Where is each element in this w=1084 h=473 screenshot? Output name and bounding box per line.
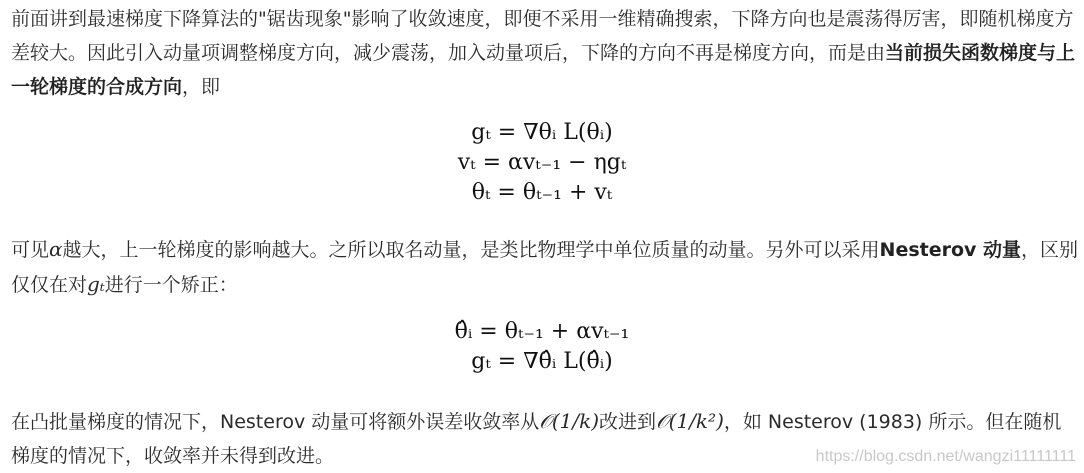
convergence-text-3: ，如 Nesterov (1983) 所示。但在随机梯度的情况下，收敛率并未得到改进。 [11, 411, 1062, 467]
equation-corrected-gradient: gₜ = ∇θ̂ᵢ L(θ̂ᵢ) [471, 349, 613, 374]
nesterov-text-3: ，区别仅仅在对 [11, 239, 1079, 296]
nesterov-text-1: 可见 [11, 239, 50, 261]
equation-theta-hat: θ̂ᵢ = θₜ₋₁ + αvₜ₋₁ [454, 319, 630, 344]
g-t-symbol: gₜ [87, 272, 105, 296]
equation-gradient: gₜ = ∇θᵢ L(θᵢ) [471, 120, 613, 145]
convergence-text-1: 在凸批量梯度的情况下，Nesterov 动量可将额外误差收敛率从 [11, 411, 540, 433]
paragraph-momentum-intro [11, 2, 1079, 104]
rate-before: 𝒪(1/k) [539, 409, 600, 433]
momentum-equations [0, 118, 1084, 208]
nesterov-equations [0, 317, 1084, 377]
alpha-symbol: α [49, 237, 63, 261]
intro-bold-text: 当前损失函数梯度与上一轮梯度的合成方向 [11, 42, 1076, 98]
convergence-text-2: 改进到 [599, 411, 657, 433]
nesterov-text-2: 越大，上一轮梯度的影响越大。之所以取名动量，是类比物理学中单位质量的动量。另外可以采用 [62, 239, 880, 261]
csdn-watermark: https://blog.csdn.net/wangzi11111111 [815, 448, 1076, 465]
rate-after: 𝒪(1/k²) [656, 409, 724, 433]
intro-text: 前面讲到最速梯度下降算法的"锯齿现象"影响了收敛速度，即便不采用一维精确搜索，下降方向也是震荡得厉害，即随机梯度方差较大。因此引入动量项调整梯度方向，减少震荡，加入动量项后，下降的方向不再是梯度方向，而是由 [11, 8, 1074, 64]
intro-suffix: ，即 [182, 76, 221, 98]
equation-velocity: vₜ = αvₜ₋₁ − ηgₜ [457, 150, 627, 175]
paragraph-nesterov [11, 232, 1079, 302]
equation-parameter-update: θₜ = θₜ₋₁ + vₜ [471, 180, 613, 205]
nesterov-text-4: 进行一个矫正： [104, 274, 238, 296]
nesterov-bold-text: Nesterov 动量 [879, 239, 1022, 261]
